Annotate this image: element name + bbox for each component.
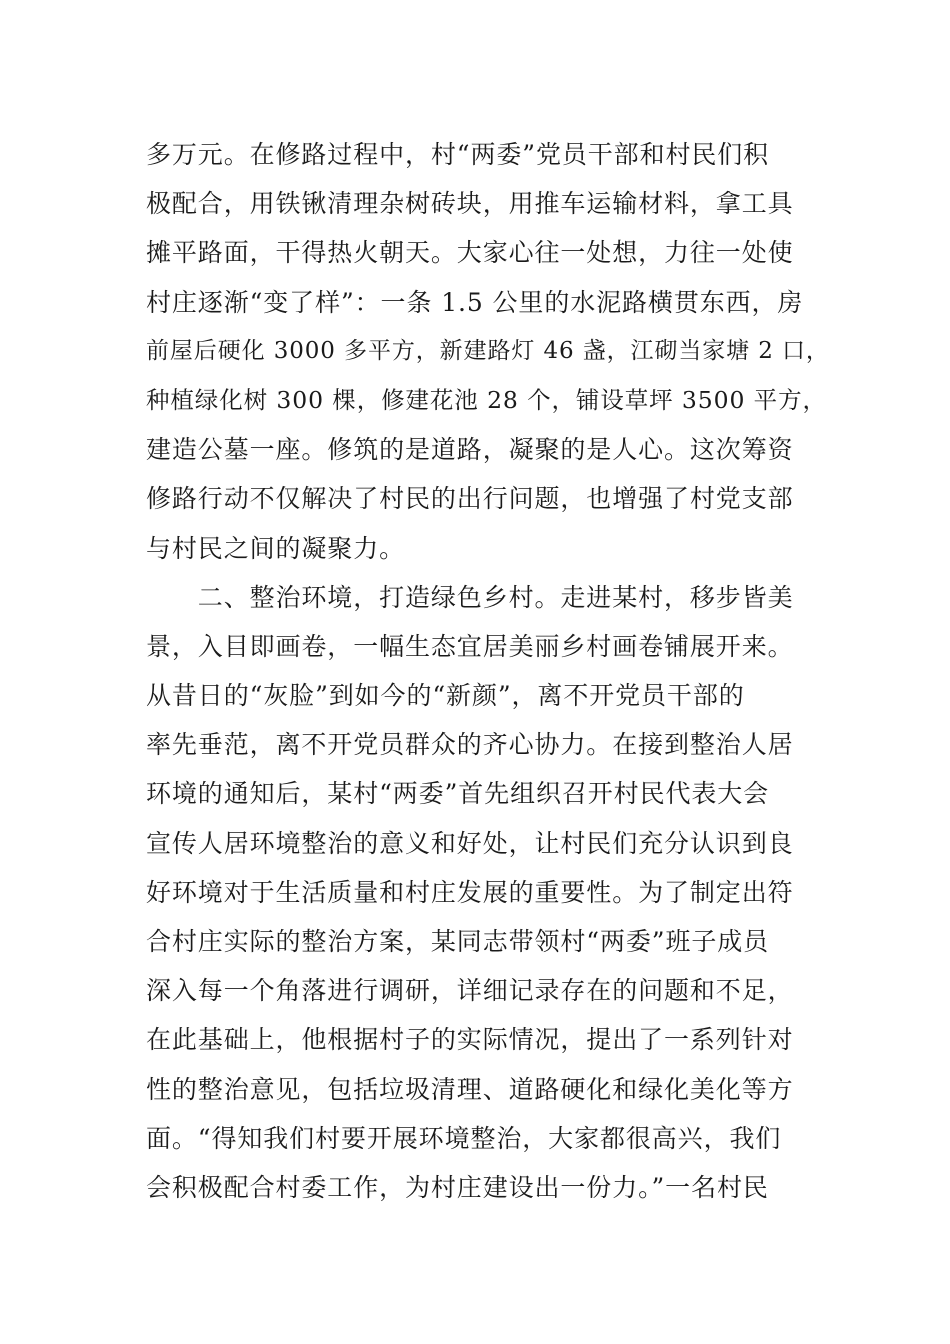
text-line: 极配合，用铁锹清理杂树砖块，用推车运输材料，拿工具 [146,189,794,219]
text-line: 环境的通知后，某村“两委”首先组织召开村民代表大会 [146,779,770,809]
text-line: 合村庄实际的整治方案，某同志带领村“两委”班子成员 [146,927,770,956]
text-line: 村庄逐渐“变了样”：一条 1.5 公里的水泥路横贯东西，房 [146,287,804,317]
text-line: 深入每一个角落进行调研，详细记录存在的问题和不足， [146,976,794,1006]
text-line: 与村民之间的凝聚力。 [146,533,406,563]
text-line: 在此基础上，他根据村子的实际情况，提出了一系列针对 [146,1025,794,1055]
text-line: 面。“得知我们村要开展环境整治，大家都很高兴，我们 [146,1123,782,1153]
text-line: 从昔日的“灰脸”到如今的“新颜”，离不开党员干部的 [146,681,745,711]
text-line: 率先垂范，离不开党员群众的齐心协力。在接到整治人居 [146,730,794,760]
text-line: 种植绿化树 300 棵，修建花池 28 个，铺设草坪 3500 平方， [146,385,827,414]
text-line: 宣传人居环境整治的意义和好处，让村民们充分认识到良 [146,828,794,858]
text-line: 会积极配合村委工作，为村庄建设出一份力。”一名村民 [146,1172,769,1202]
text-line: 前屋后硬化 3000 多平方，新建路灯 46 盏，江砌当家塘 2 口， [146,337,830,364]
text-line: 修路行动不仅解决了村民的出行问题，也增强了村党支部 [146,484,794,514]
text-line: 建造公墓一座。修筑的是道路，凝聚的是人心。这次筹资 [146,435,794,465]
text-line: 多万元。在修路过程中，村“两委”党员干部和村民们积 [146,140,770,169]
paragraph-start-line: 二、整治环境，打造绿色乡村。走进某村，移步皆美 [146,582,794,612]
text-line: 性的整治意见，包括垃圾清理、道路硬化和绿化美化等方 [146,1074,794,1104]
text-line: 景，入目即画卷，一幅生态宜居美丽乡村画卷铺展开来。 [146,631,794,661]
text-line: 好环境对于生活质量和村庄发展的重要性。为了制定出符 [146,877,794,907]
text-line: 摊平路面，干得热火朝天。大家心往一处想，力往一处使 [146,238,794,268]
body-text [146,130,830,1212]
